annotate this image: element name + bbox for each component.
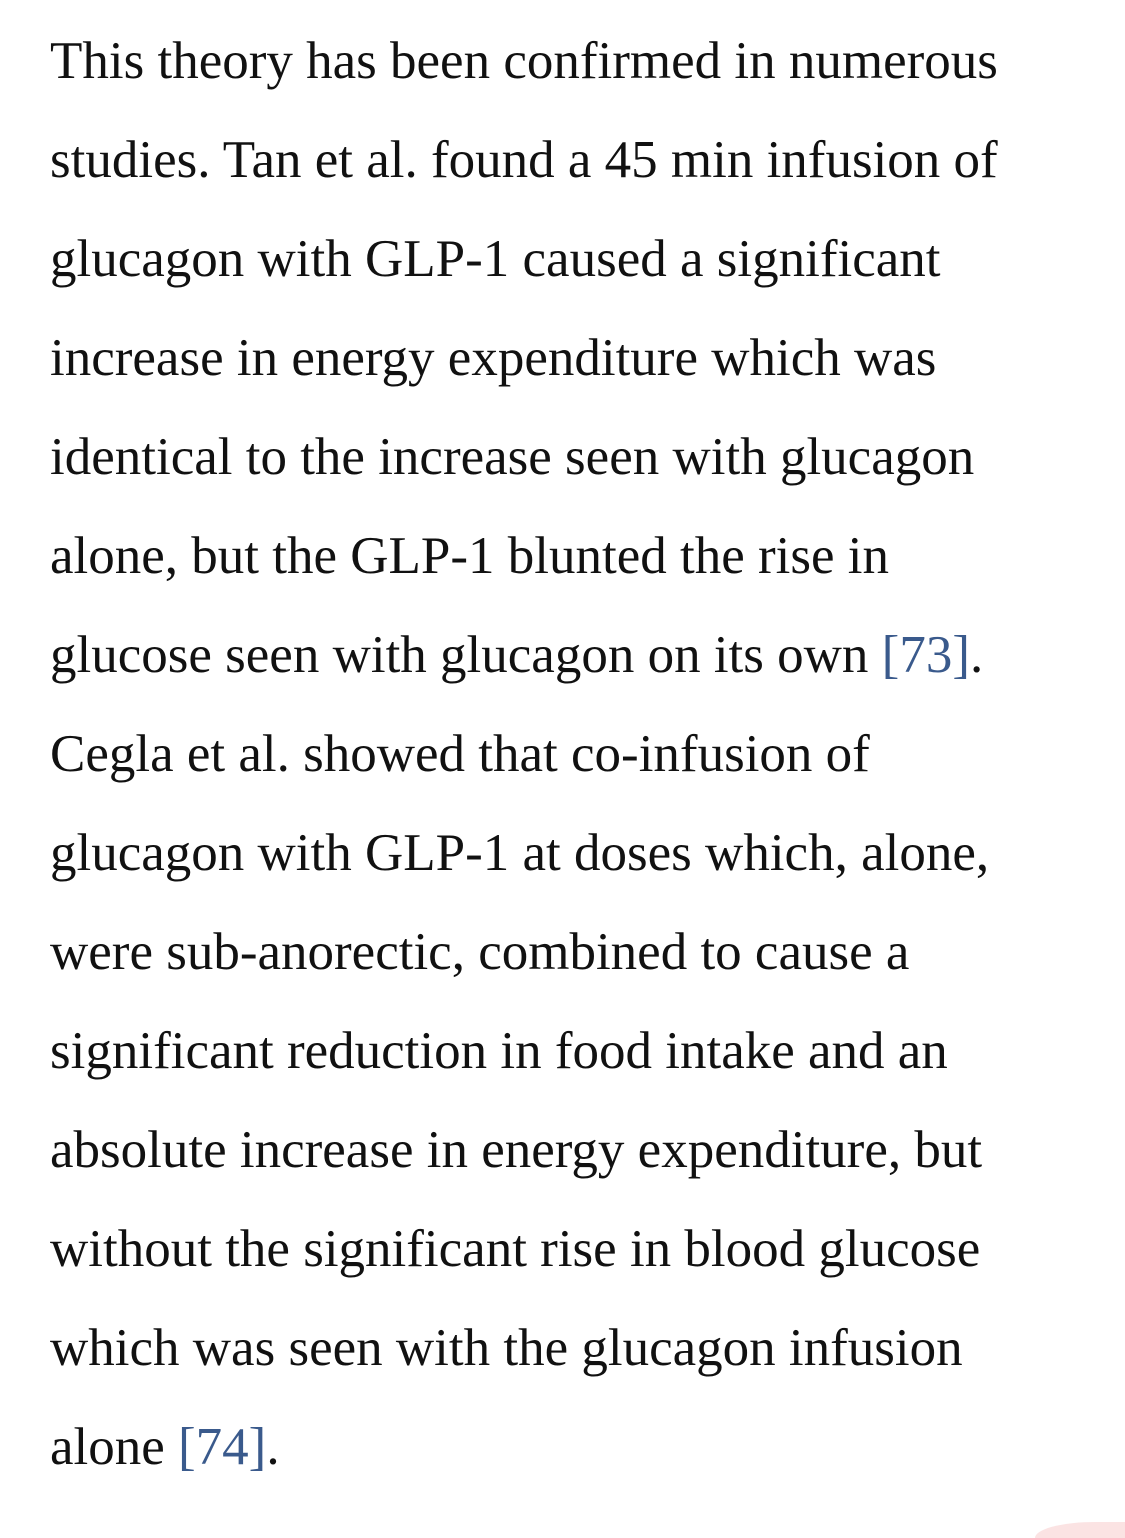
text-line-4: increase in energy expenditure which was	[50, 329, 937, 387]
text-line-7	[50, 606, 1100, 705]
period-after-74: .	[266, 1418, 280, 1476]
text-line-6: alone, but the GLP-1 blunted the rise in	[50, 527, 889, 585]
text-line-15	[50, 1398, 1100, 1497]
article-body	[50, 0, 1100, 1497]
floating-action-edge	[1035, 1522, 1125, 1538]
text-line-1: This theory has been confirmed in numerous	[50, 32, 998, 90]
text-line-15-text: alone	[50, 1418, 179, 1476]
text-line-9: glucagon with GLP-1 at doses which, alone,	[50, 824, 990, 882]
text-line-7-text: glucose seen with glucagon on its own	[50, 626, 882, 684]
text-line-13: without the significant rise in blood glucose	[50, 1220, 981, 1278]
citation-link-74[interactable]: [74]	[178, 1418, 267, 1476]
body-paragraph	[50, 12, 1100, 1497]
text-line-12: absolute increase in energy expenditure, but	[50, 1121, 983, 1179]
text-line-11: significant reduction in food intake and an	[50, 1022, 948, 1080]
period-after-73: .	[969, 626, 984, 684]
text-line-5: identical to the increase seen with glucagon	[50, 428, 975, 486]
text-line-14: which was seen with the glucagon infusion	[50, 1319, 963, 1377]
text-line-10: were sub-anorectic, combined to cause a	[50, 923, 910, 981]
text-line-2: studies. Tan et al. found a 45 min infusion of	[50, 131, 998, 189]
text-line-8: Cegla et al. showed that co-infusion of	[50, 725, 870, 783]
text-line-3: glucagon with GLP-1 caused a significant	[50, 230, 941, 288]
citation-link-73[interactable]: [73]	[881, 626, 970, 684]
